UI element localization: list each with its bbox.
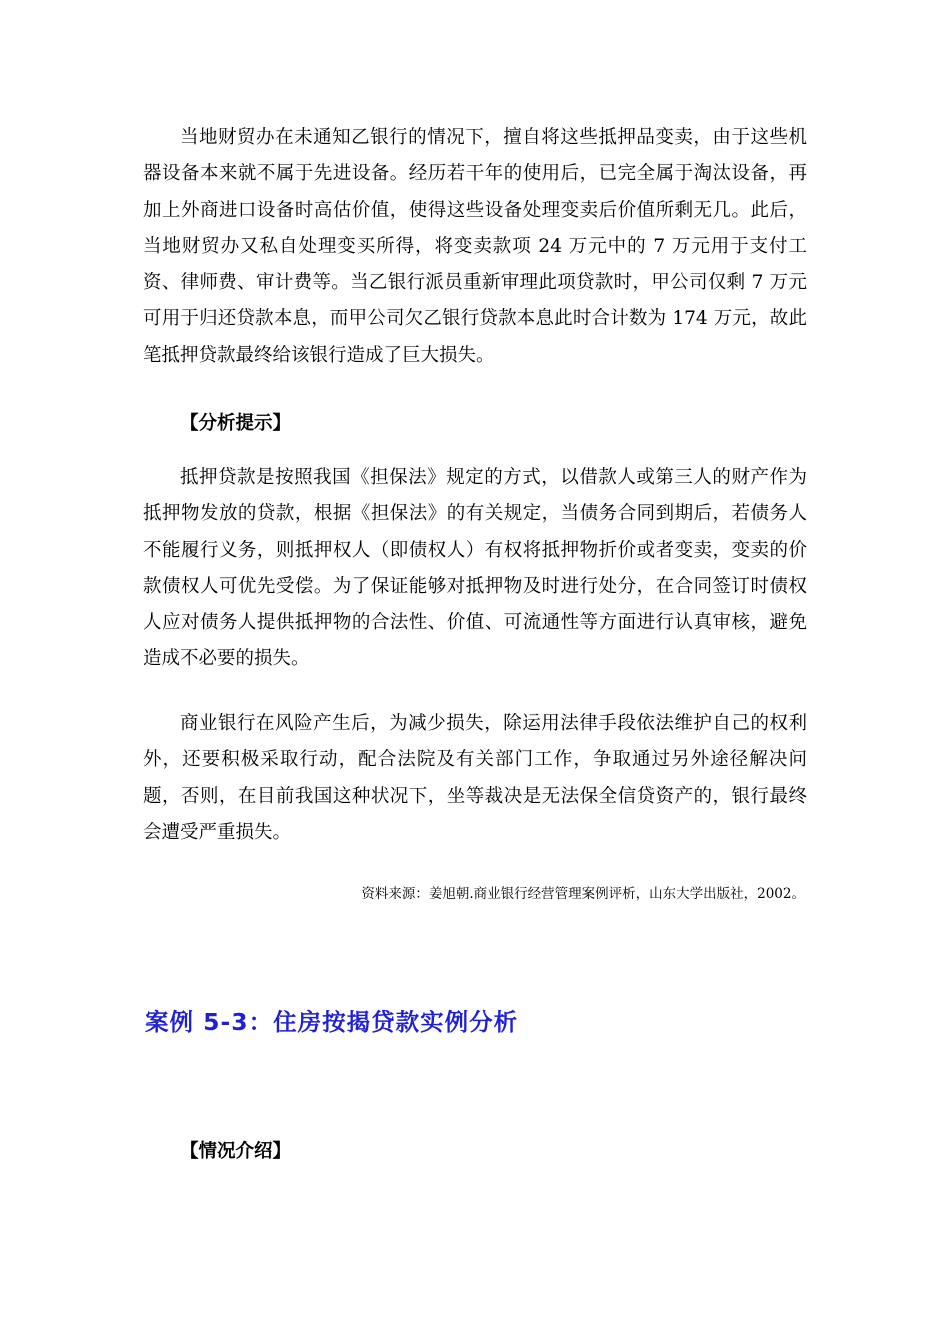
source-note: 资料来源：姜旭朝.商业银行经营管理案例评析，山东大学出版社，2002。 bbox=[361, 886, 805, 902]
paragraph-loss-description: 当地财贸办在未通知乙银行的情况下，擅自将这些抵押品变卖，由于这些机器设备本来就不属于先进设备。经历若干年的使用后，已完全属于淘汰设备，再加上外商进口设备时高估价值，使得这些设备处理变卖后价值所剩无几。此后，当地财贸办又私自处理变买所得，将变卖款项 24 万元中的 7 万元用于支付工资、律师费、审计费等。当乙银行派员重新审理此项贷款时，甲公司仅剩 7 万元可用于归还贷款本息，而甲公司欠乙银行贷款本息此时合计数为 174 万元，故此笔抵押贷款最终给该银行造成了巨大损失。 bbox=[143, 127, 807, 366]
heading-situation-intro: 【情况介绍】 bbox=[180, 1141, 292, 1162]
heading-analysis-hint: 【分析提示】 bbox=[180, 413, 292, 434]
case-title: 案例 5-3：住房按揭贷款实例分析 bbox=[145, 1008, 519, 1036]
paragraph-bank-risk-response: 商业银行在风险产生后，为减少损失，除运用法律手段依法维护自己的权利外，还要积极采取行动，配合法院及有关部门工作，争取通过另外途径解决问题，否则，在目前我国这种状况下，坐等裁决是无法保全信贷资产的，银行最终会遭受严重损失。 bbox=[143, 713, 807, 843]
paragraph-mortgage-loan-explanation: 抵押贷款是按照我国《担保法》规定的方式，以借款人或第三人的财产作为抵押物发放的贷款，根据《担保法》的有关规定，当债务合同到期后，若债务人不能履行义务，则抵押权人（即债权人）有权将抵押物折价或者变卖，变卖的价款债权人可优先受偿。为了保证能够对抵押物及时进行处分，在合同签订时债权人应对债务人提供抵押物的合法性、价值、可流通性等方面进行认真审核，避免造成不必要的损失。 bbox=[143, 467, 807, 670]
